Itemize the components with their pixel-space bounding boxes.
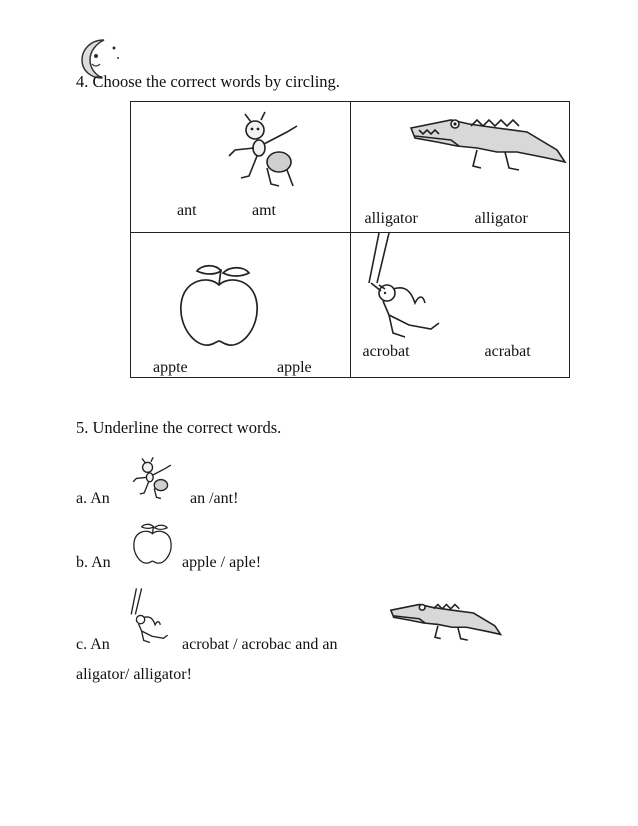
line-b-choices[interactable]: apple / aple! — [182, 554, 262, 571]
option-amt[interactable]: amt — [252, 202, 276, 219]
ant-icon — [132, 456, 182, 502]
line-c-prefix: c. An — [76, 636, 110, 653]
acrobat-icon — [359, 233, 459, 343]
line-a-prefix: a. An — [76, 490, 110, 507]
line-a-choices[interactable]: an /ant! — [190, 490, 239, 507]
crocodile-icon — [407, 112, 567, 180]
apple-icon — [130, 520, 174, 568]
option-alligator-2[interactable]: alligator — [474, 210, 528, 227]
line-c-choices[interactable]: acrobat / acrobac and an — [182, 636, 338, 653]
cell-ant — [131, 102, 351, 233]
option-apple[interactable]: apple — [277, 359, 312, 376]
acrobat-icon — [126, 586, 178, 648]
section4-title: 4. Choose the correct words by circling. — [76, 72, 340, 91]
cell-apple — [131, 233, 351, 378]
cell-alligator — [350, 102, 570, 233]
line-c-continuation[interactable]: aligator/ alligator! — [76, 666, 192, 683]
choice-table — [130, 101, 570, 378]
option-acrobat[interactable]: acrobat — [362, 343, 410, 360]
crocodile-icon — [388, 598, 502, 648]
option-ant[interactable]: ant — [177, 202, 197, 219]
ant-icon — [227, 112, 317, 190]
line-b-prefix: b. An — [76, 554, 111, 571]
section5-title: 5. Underline the correct words. — [76, 418, 282, 437]
option-appte[interactable]: appte — [153, 359, 188, 376]
option-acrabat[interactable]: acrabat — [484, 343, 531, 360]
option-alligator-1[interactable]: alligator — [364, 210, 418, 227]
cell-acrobat — [350, 233, 570, 378]
apple-icon — [173, 261, 263, 351]
